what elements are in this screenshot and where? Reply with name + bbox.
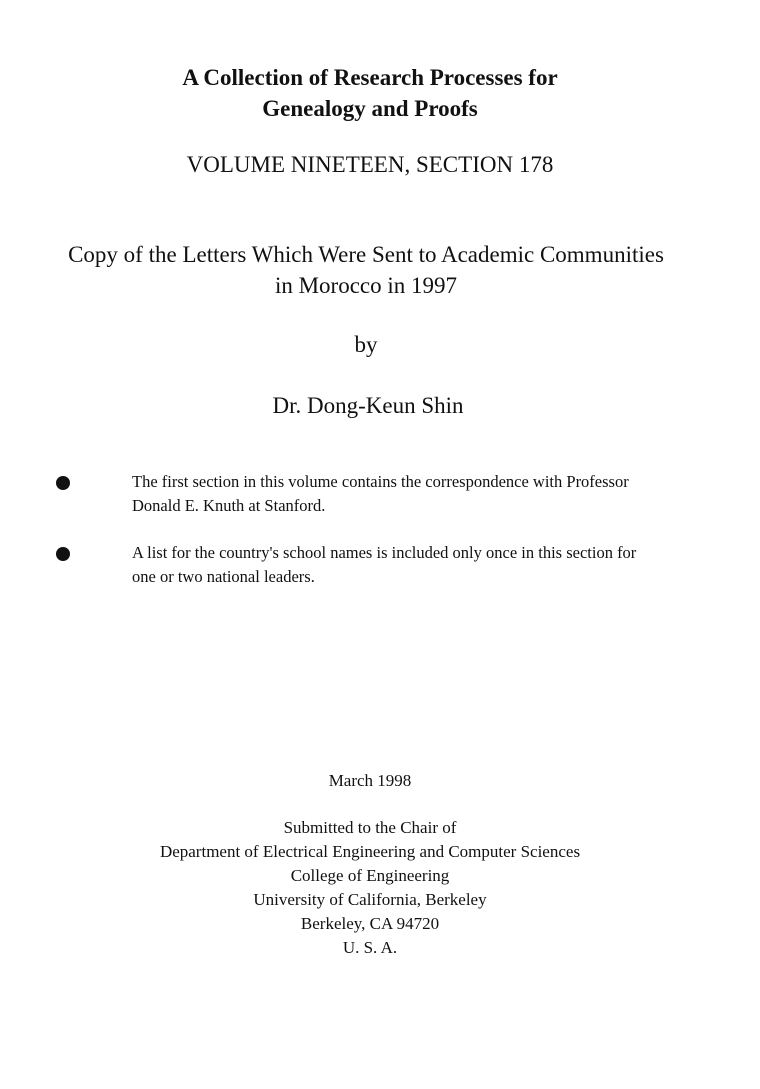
document-subtitle: [0, 239, 732, 301]
title-line-1: A Collection of Research Processes for: [182, 65, 558, 90]
address-line: Department of Electrical Engineering and Computer Sciences: [159, 842, 581, 861]
address-line: Berkeley, CA 94720: [300, 914, 440, 933]
subtitle-line-2: in Morocco in 1997: [274, 273, 458, 298]
subtitle-line-1: Copy of the Letters Which Were Sent to Academic Communities: [68, 242, 664, 267]
by-label: by: [354, 332, 378, 357]
submission-date: March 1998: [328, 771, 412, 790]
bullet-icon: [56, 476, 70, 490]
bullet-text-1: [132, 470, 712, 518]
address-line: U. S. A.: [342, 938, 398, 957]
volume-heading: VOLUME NINETEEN, SECTION 178: [186, 152, 554, 177]
address-line: University of California, Berkeley: [253, 890, 487, 909]
bullet-1-line-1: The first section in this volume contains the correspondence with Professor: [132, 472, 629, 491]
address-line: Submitted to the Chair of: [283, 818, 457, 837]
address-line: College of Engineering: [290, 866, 450, 885]
bullet-1-line-2: Donald E. Knuth at Stanford.: [132, 496, 326, 515]
title-line-2: Genealogy and Proofs: [262, 96, 478, 121]
bullet-icon: [56, 547, 70, 561]
document-title: [0, 62, 740, 124]
bullet-text-2: [132, 541, 712, 589]
submission-address: [0, 816, 740, 960]
bullet-2-line-2: one or two national leaders.: [132, 567, 315, 586]
author-name: Dr. Dong-Keun Shin: [272, 393, 464, 418]
bullet-2-line-1: A list for the country's school names is included only once in this section for: [132, 543, 637, 562]
